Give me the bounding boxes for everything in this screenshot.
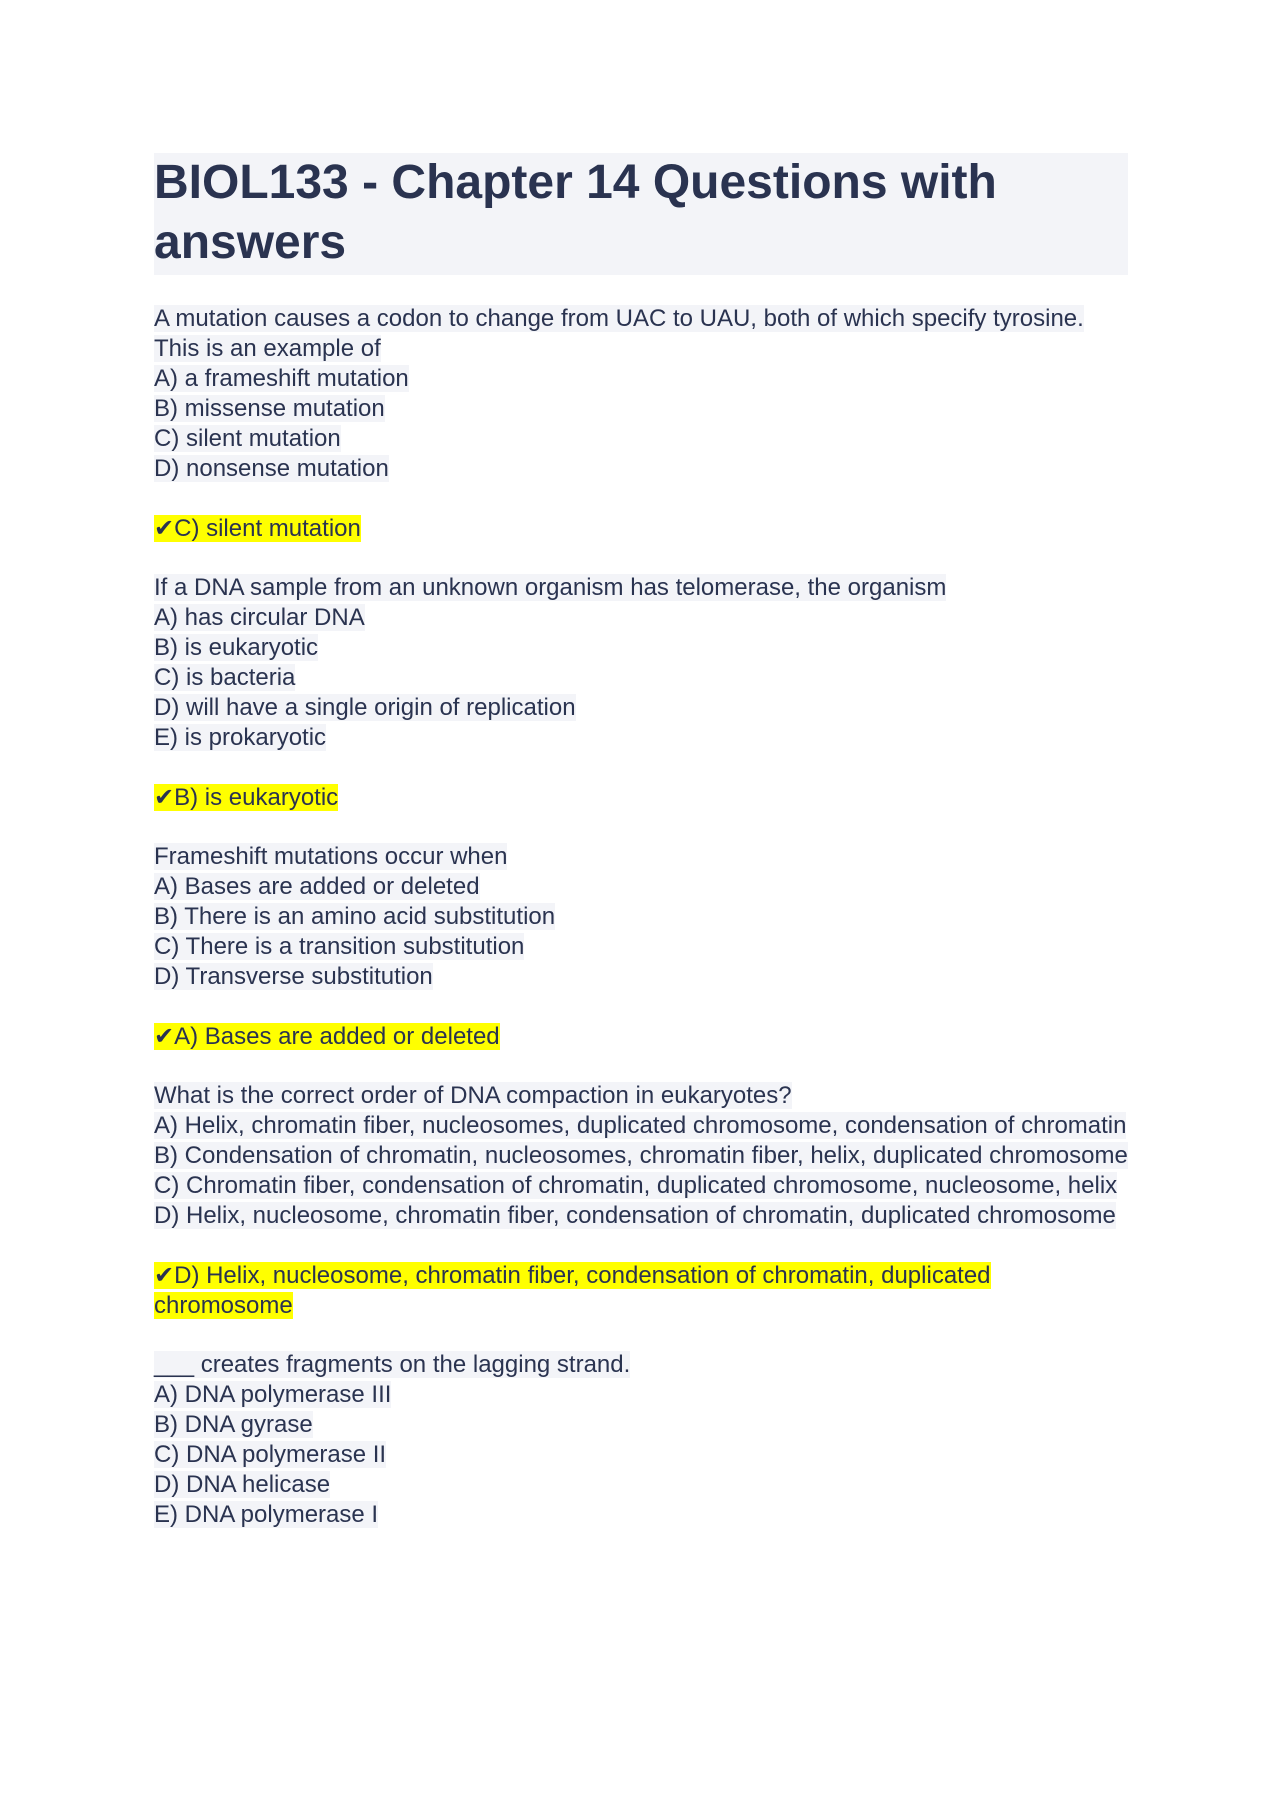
answer-4: [154, 1261, 1128, 1321]
qa-block-2: [154, 573, 1128, 813]
question-1-option-d-text: D) nonsense mutation: [154, 455, 389, 482]
question-2-option-d: [154, 693, 1128, 723]
document-title: BIOL133 - Chapter 14 Questions with answers: [154, 153, 1128, 275]
question-4-option-d: [154, 1201, 1128, 1231]
question-3-option-a-text: A) Bases are added or deleted: [154, 873, 480, 900]
question-3-option-d-text: D) Transverse substitution: [154, 963, 433, 990]
question-5-option-c: [154, 1440, 1128, 1470]
qa-block-4: [154, 1081, 1128, 1321]
question-2-text: If a DNA sample from an unknown organism has telomerase, the organism: [154, 574, 947, 601]
question-1-option-a-text: A) a frameshift mutation: [154, 365, 409, 392]
question-4-option-b-text: B) Condensation of chromatin, nucleosomes, chromatin fiber, helix, duplicated chromosome: [154, 1142, 1128, 1169]
question-3-option-a: [154, 872, 1128, 902]
question-4-option-a: [154, 1111, 1128, 1141]
question-5-option-b: [154, 1410, 1128, 1440]
question-5-option-a-text: A) DNA polymerase III: [154, 1381, 392, 1408]
question-1: [154, 304, 1128, 364]
question-1-option-b-text: B) missense mutation: [154, 395, 385, 422]
question-2-option-c: [154, 663, 1128, 693]
question-5-option-a: [154, 1380, 1128, 1410]
qa-block-3: [154, 842, 1128, 1052]
question-3: [154, 842, 1128, 872]
document-page: [154, 153, 1128, 1530]
question-5: [154, 1350, 1128, 1380]
question-5-text: ___ creates fragments on the lagging strand.: [154, 1351, 631, 1378]
question-4-option-b: [154, 1141, 1128, 1171]
question-4-option-c-text: C) Chromatin fiber, condensation of chromatin, duplicated chromosome, nucleosome, helix: [154, 1172, 1118, 1199]
question-2-option-b: [154, 633, 1128, 663]
question-1-option-c: [154, 424, 1128, 454]
question-4-option-d-text: D) Helix, nucleosome, chromatin fiber, condensation of chromatin, duplicated chromosome: [154, 1202, 1116, 1229]
question-4-option-c: [154, 1171, 1128, 1201]
question-4-option-a-text: A) Helix, chromatin fiber, nucleosomes, duplicated chromosome, condensation of chromatin: [154, 1112, 1127, 1139]
question-2-option-b-text: B) is eukaryotic: [154, 634, 319, 661]
answer-3: [154, 1022, 1128, 1052]
question-1-text: A mutation causes a codon to change from UAC to UAU, both of which specify tyrosine. This is an example of: [154, 305, 1084, 362]
question-5-option-e: [154, 1500, 1128, 1530]
question-2: [154, 573, 1128, 603]
answer-3-text: ✔A) Bases are added or deleted: [154, 1023, 500, 1050]
answer-4-text: ✔D) Helix, nucleosome, chromatin fiber, condensation of chromatin, duplicated chromosome: [154, 1262, 991, 1319]
question-3-option-d: [154, 962, 1128, 992]
answer-1-text: ✔C) silent mutation: [154, 515, 361, 542]
question-5-option-b-text: B) DNA gyrase: [154, 1411, 313, 1438]
question-4-text: What is the correct order of DNA compaction in eukaryotes?: [154, 1082, 792, 1109]
question-2-option-c-text: C) is bacteria: [154, 664, 296, 691]
question-4: [154, 1081, 1128, 1111]
question-2-option-e: [154, 723, 1128, 753]
qa-block-1: [154, 304, 1128, 544]
question-2-option-a-text: A) has circular DNA: [154, 604, 365, 631]
question-3-option-c-text: C) There is a transition substitution: [154, 933, 525, 960]
question-5-option-d-text: D) DNA helicase: [154, 1471, 331, 1498]
question-3-text: Frameshift mutations occur when: [154, 843, 508, 870]
answer-2-text: ✔B) is eukaryotic: [154, 784, 339, 811]
question-3-option-b-text: B) There is an amino acid substitution: [154, 903, 556, 930]
question-1-option-c-text: C) silent mutation: [154, 425, 341, 452]
question-2-option-d-text: D) will have a single origin of replication: [154, 694, 576, 721]
question-5-option-c-text: C) DNA polymerase II: [154, 1441, 387, 1468]
answer-1: [154, 514, 1128, 544]
question-1-option-b: [154, 394, 1128, 424]
question-3-option-b: [154, 902, 1128, 932]
answer-2: [154, 783, 1128, 813]
question-1-option-a: [154, 364, 1128, 394]
question-5-option-e-text: E) DNA polymerase I: [154, 1501, 379, 1528]
qa-block-5: [154, 1350, 1128, 1530]
question-5-option-d: [154, 1470, 1128, 1500]
question-1-option-d: [154, 454, 1128, 484]
question-2-option-a: [154, 603, 1128, 633]
question-2-option-e-text: E) is prokaryotic: [154, 724, 327, 751]
question-3-option-c: [154, 932, 1128, 962]
